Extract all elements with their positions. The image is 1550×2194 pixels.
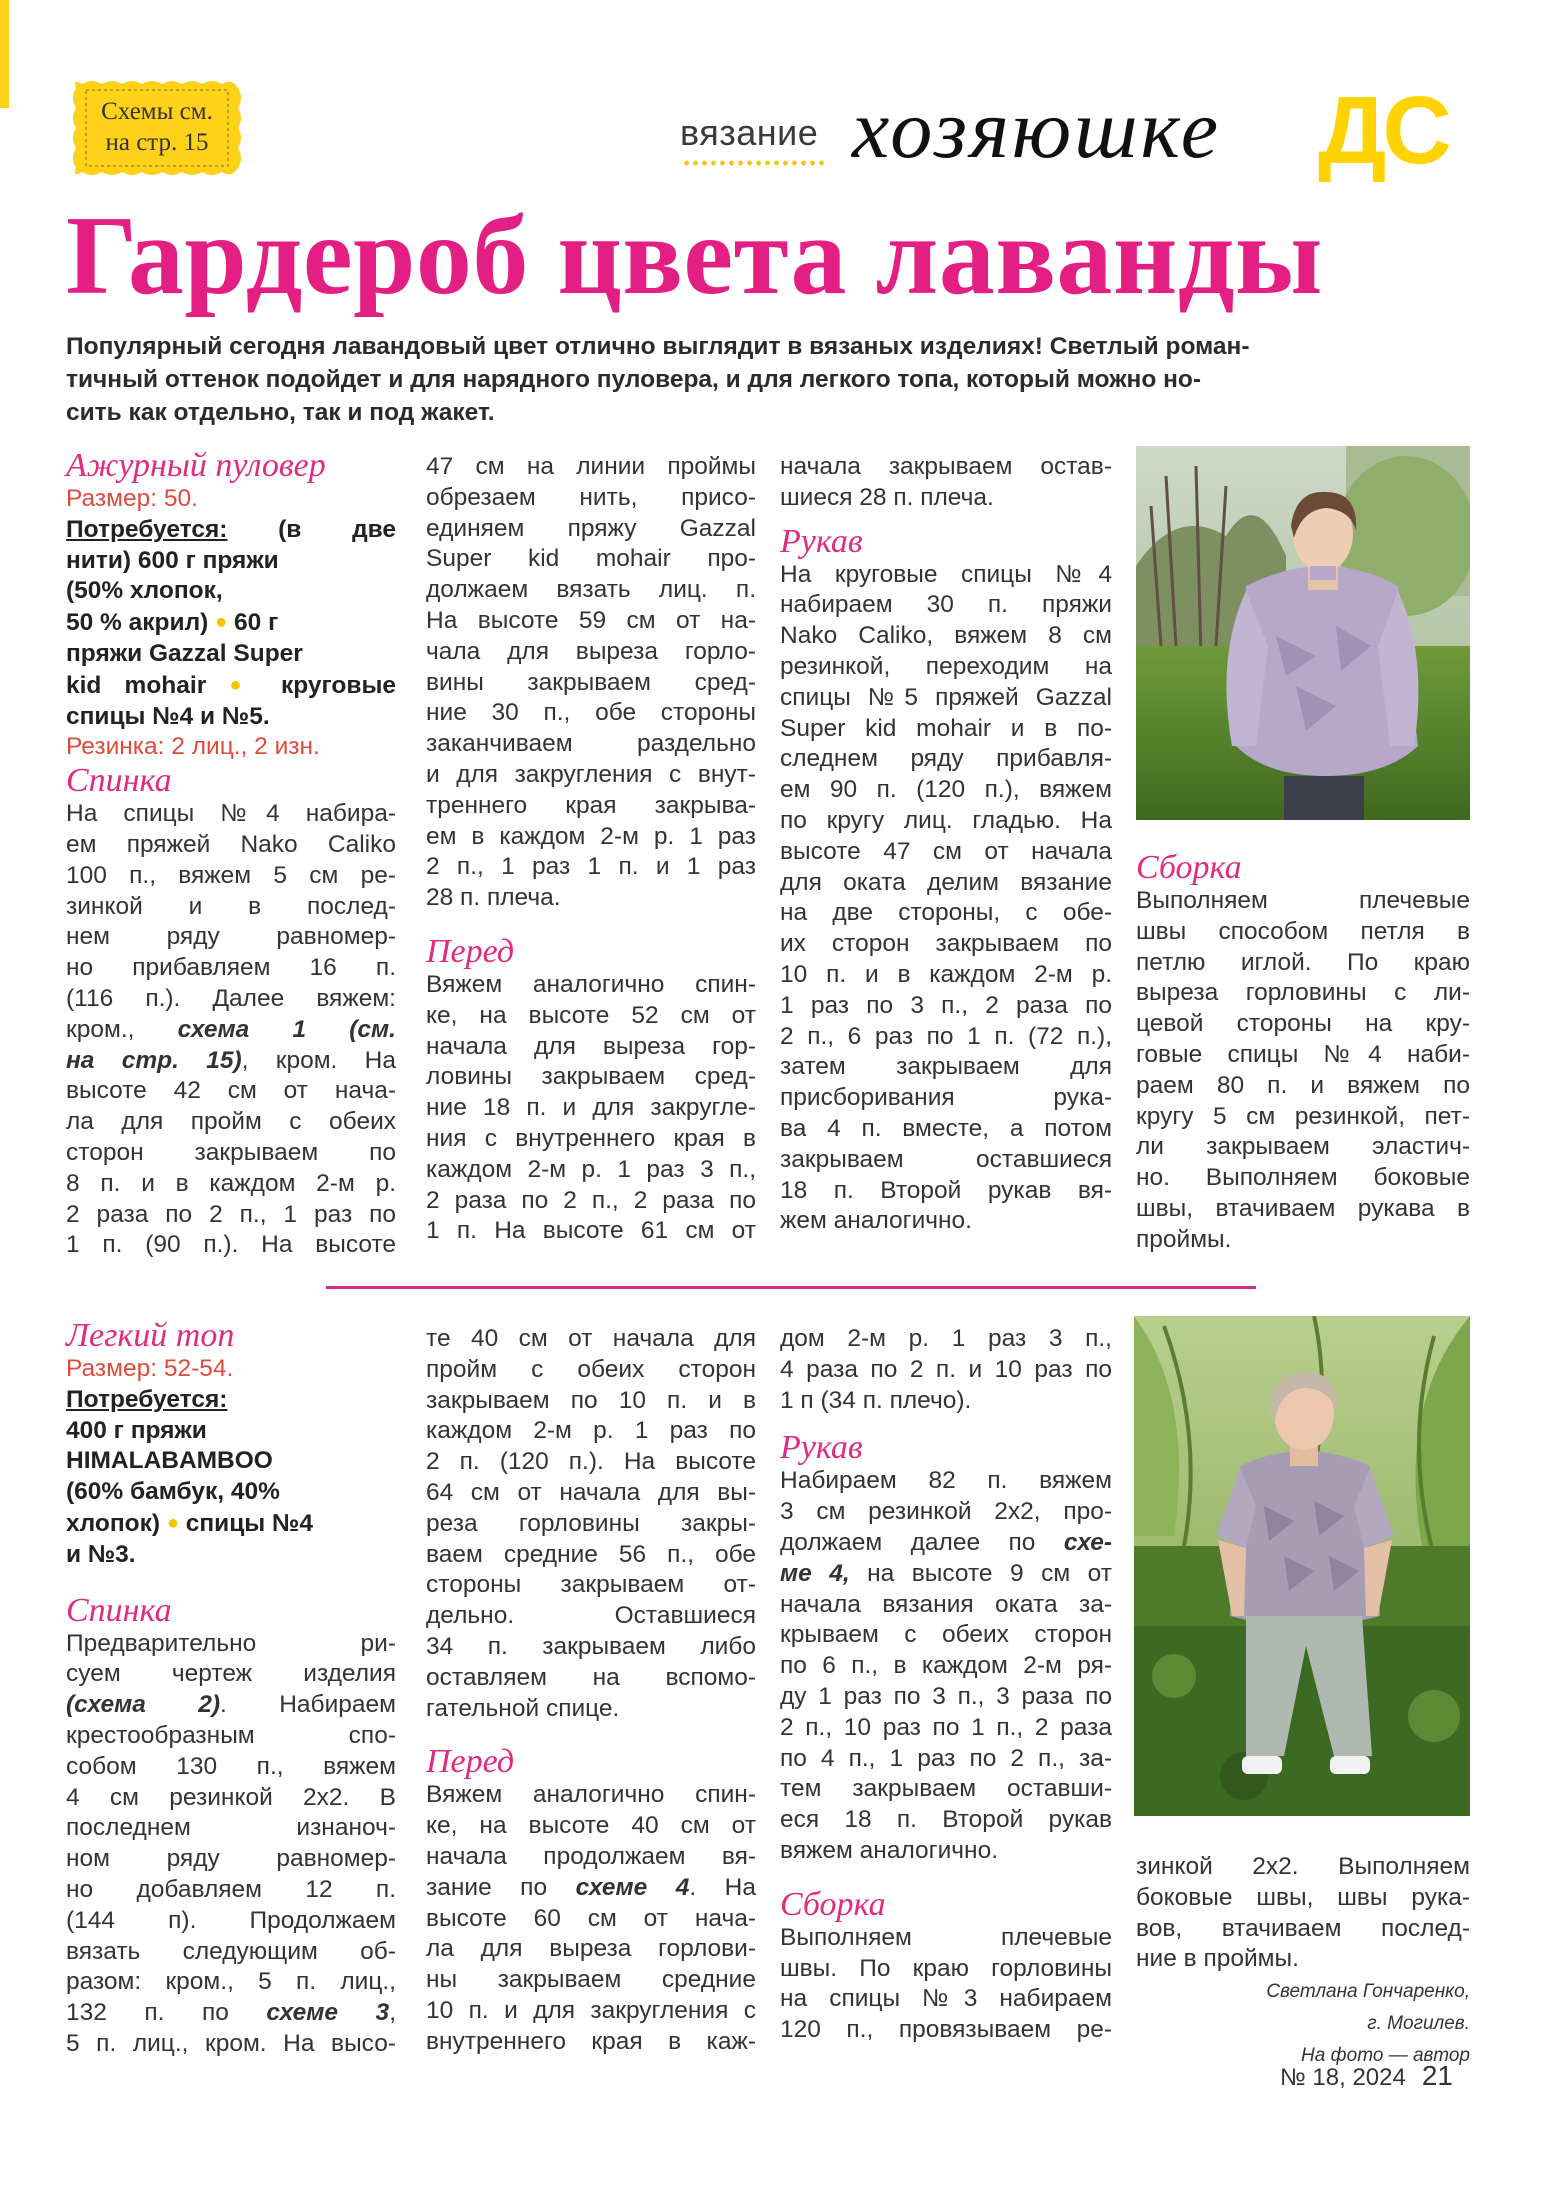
text-line: 2 п. (120 п.). На высоте [426, 1448, 756, 1476]
text-line: ние 30 п., обе стороны [426, 699, 756, 727]
text-line: единяем пряжу Gazzal [426, 514, 756, 542]
issue-number: № 18, 2024 [1280, 2064, 1406, 2091]
text-line: зинкой 2х2. Выполняем [1136, 1853, 1470, 1880]
text-line: дом 2-м р. 1 раз 3 п., [780, 1325, 1112, 1352]
text-line: вов, втачиваем послед- [1136, 1914, 1470, 1942]
text-line: цевой стороны на кру- [1136, 1010, 1470, 1038]
text-line: (116 п.). Далее вяжем: [66, 984, 396, 1012]
req-line: нити) 600 г пряжи [66, 546, 279, 574]
text-line: пройм с обеих сторон [426, 1355, 756, 1383]
article2-heading: Легкий топ [66, 1317, 235, 1354]
text-line: закрываем по 10 п. и в [426, 1386, 756, 1414]
header-dots [682, 160, 824, 166]
text-line: внутреннего края в каж- [426, 2027, 756, 2055]
text-line: ли закрываем эластич- [1136, 1133, 1470, 1161]
text-line: на две стороны, с обе- [780, 899, 1112, 927]
lead-line: Популярный сегодня лавандовый цвет отлично выглядит в вязаных изделиях! Светлый роман- [66, 333, 1250, 360]
text-line: 64 см от начала для вы- [426, 1478, 756, 1506]
text-line: 8 п. и в каждом 2-м р. [66, 1169, 396, 1197]
text-line: ния с внутреннего края в [426, 1124, 756, 1152]
scheme-ref: схеме 3 [266, 1999, 390, 2027]
text-line: затем закрываем для [780, 1053, 1112, 1081]
text-line: 2 п., 10 раз по 1 п., 2 раза [780, 1713, 1112, 1741]
header-section: вязание [680, 112, 819, 153]
text-line: 5 п. лиц., кром. На высо- [66, 2029, 396, 2057]
text-line: ны закрываем средние [426, 1966, 756, 1994]
text-line: начала для выреза гор- [426, 1032, 756, 1060]
req-line: хлопок) [66, 1509, 161, 1537]
article1-column-3 [780, 452, 1112, 1237]
lead-line: тичный оттенок подойдет и для нарядного пуловера, и для легкого топа, который можно но- [66, 366, 1202, 393]
text-line: вяжем аналогично. [780, 1836, 998, 1864]
magazine-name: хозяюшке [852, 83, 1222, 176]
text-line: суем чертеж изделия [66, 1660, 396, 1688]
req-line: 400 г пряжи [66, 1416, 207, 1444]
text-line: тем закрываем оставши- [780, 1775, 1112, 1803]
lead-line: сить как отдельно, так и под жакет. [66, 399, 495, 426]
text-line: 1 п. На высоте 61 см от [426, 1217, 756, 1245]
text-line: каждом 2-м р. 1 раз по [426, 1417, 756, 1445]
text-line: (144 п). Продолжаем [66, 1906, 396, 1934]
text-line: начала продолжаем вя- [426, 1842, 756, 1870]
text-line: зинкой и в послед- [66, 892, 396, 920]
article2-column-1: Легкий топ Размер: 52-54. Потребуется: 400 г пряжи HIMALABAMBOO (60% бамбук, 40% хлопок) ● спицы №4 и №3. Спинка Предварительно ри- суем чертеж изделия (схема 2). Набираем крестообразным спо- собом 130 п., вяжем 4 см резинкой 2х2. В последнем изнаноч- ном ряду равномер- но добавляем 12 п. (144 п). Продолжаем вязать следующим об- разом: кром., 5 п. лиц., 132 п. по схеме 3, 5 п. лиц., кром. На высо- [66, 1318, 396, 2060]
text-line: 1 раз по 3 п., 2 раза по [780, 991, 1112, 1019]
text-line: 28 п. плеча. [426, 884, 561, 912]
req-line: пряжи Gazzal Super [66, 639, 303, 667]
text-line: чала для выреза горло- [426, 637, 756, 665]
text-line: и для закругления с внут- [426, 760, 756, 788]
text-line: 1 п. (90 п.). На высоте [66, 1231, 396, 1259]
text-line: говые спицы №4 наби- [1136, 1040, 1470, 1068]
req-line: kid mohair [66, 671, 207, 699]
text-line: Предварительно ри- [66, 1629, 396, 1657]
text-line: крываем с обеих сторон [780, 1621, 1112, 1649]
article1-size: Размер: 50. [66, 485, 198, 512]
text-line: сторон закрываем по [66, 1138, 396, 1166]
text-line: должаем вязать лиц. п. [426, 576, 756, 604]
article1-column-2 [426, 452, 756, 1247]
brand-logo: ДС [1318, 77, 1448, 184]
text-line: вязать следующим об- [66, 1937, 396, 1965]
text-line: ние в проймы. [1136, 1945, 1299, 1973]
text-line: Вяжем аналогично спин- [426, 1781, 756, 1809]
text-line: каждом 2-м р. 1 раз 3 п., [426, 1155, 756, 1183]
text-line: ем в каждом 2-м р. 1 раз [426, 822, 756, 850]
text-line: ние 18 п. и для закругле- [426, 1094, 756, 1122]
edge-stripe [0, 0, 9, 108]
article2-back-heading: Спинка [66, 1591, 172, 1629]
article1-front-heading: Перед [426, 932, 515, 970]
text-line: ла для пройм с обеих [66, 1108, 396, 1136]
text-line: раем 80 п. и вяжем по [1136, 1071, 1470, 1099]
article2-column-4 [1136, 1852, 1470, 1975]
text-line: гательной спице. [426, 1694, 620, 1722]
text-line: ном ряду равномер- [66, 1845, 396, 1873]
text-line: ем 90 п. (120 п.), вяжем [780, 776, 1112, 804]
text-line: 3 см резинкой 2х2, про- [780, 1498, 1112, 1526]
text-line: по 6 п., в каждом 2-м ря- [780, 1652, 1112, 1680]
text-line: присборивания рука- [780, 1084, 1112, 1112]
article1-sleeve-heading: Рукав [780, 522, 863, 560]
article1-rib: Резинка: 2 лиц., 2 изн. [66, 733, 320, 761]
lead-paragraph [66, 330, 1470, 429]
page-footer [1280, 2060, 1453, 2092]
text-line: На круговые спицы №4 [780, 560, 1112, 588]
text-line: ем пряжей Nako Caliko [66, 830, 396, 858]
text-line: но добавляем 12 п. [66, 1875, 396, 1903]
badge-line-1: Схемы см. [101, 98, 213, 125]
text-line: начала вязания оката за- [780, 1590, 1112, 1618]
text-line: еся 18 п. Второй рукав [780, 1806, 1112, 1834]
text-line: стороны закрываем от- [426, 1571, 756, 1599]
text-line: для оката делим вязание [780, 868, 1112, 896]
text-line: но прибавляем 16 п. [66, 954, 396, 982]
text-line: высоте 42 см от нача- [66, 1077, 396, 1105]
text-line: Nako Caliko, вяжем 8 см [780, 622, 1112, 650]
text-line: следнем ряду прибавля- [780, 745, 1112, 773]
text-line: ке, на высоте 40 см от [426, 1812, 756, 1840]
article1-column-4 [1136, 850, 1470, 1256]
scheme-ref: (схема 2) [66, 1691, 221, 1719]
text-line: Выполняем плечевые [780, 1923, 1112, 1951]
req-label: Потребуется: [66, 1385, 228, 1413]
text-line: жем аналогично. [780, 1207, 972, 1235]
article1-assembly-heading: Сборка [1136, 849, 1242, 886]
author-city: г. Могилев. [1367, 2013, 1470, 2034]
req-line: 50 % акрил) [66, 609, 209, 637]
article2-size: Размер: 52-54. [66, 1355, 234, 1382]
text-line: 2 раза по 2 п., 1 раз по [66, 1200, 396, 1228]
text-line: швы способом петля в [1136, 917, 1470, 945]
text-line: выреза горловины с ли- [1136, 979, 1470, 1007]
text-line: 2 раза по 2 п., 2 раза по [426, 1186, 756, 1214]
text-line: 10 п. и для закругления с [426, 1996, 756, 2024]
text-line: вины закрываем сред- [426, 668, 756, 696]
text-line: 10 п. и в каждом 2-м р. [780, 960, 1112, 988]
text-line: разом: кром., 5 п. лиц., [66, 1968, 396, 1996]
text-line: начала закрываем остав- [780, 453, 1112, 480]
page-number: 21 [1421, 2060, 1453, 2091]
text-line: проймы. [1136, 1225, 1232, 1253]
text-line: на спицы №3 набираем [780, 1985, 1112, 2013]
text-line: их сторон закрываем по [780, 930, 1112, 958]
text-line: собом 130 п., вяжем [66, 1752, 396, 1780]
article1-heading: Ажурный пуловер [66, 447, 326, 484]
text-line: набираем 30 п. пряжи [780, 591, 1112, 619]
text-line: швы. По краю горловины [780, 1954, 1112, 1982]
article2-front-heading: Перед [426, 1743, 515, 1781]
req-line: и №3. [66, 1540, 136, 1568]
photo-pullover [1136, 446, 1470, 820]
page-title: Гардероб цвета лаванды [66, 194, 1323, 318]
text-line: Выполняем плечевые [1136, 887, 1470, 914]
text-line: боковые швы, швы рука- [1136, 1883, 1470, 1911]
text-line: высоте 60 см от нача- [426, 1904, 756, 1932]
section-divider [326, 1286, 1256, 1289]
scheme-ref: схема 1 (см. [177, 1015, 396, 1043]
text-line: Вяжем аналогично спин- [426, 970, 756, 998]
article2-column-3: дом 2-м р. 1 раз 3 п., 4 раза по 2 п. и 10 раз по 1 п (34 п. плечо). Рукав Набираем 82 п. вяжем 3 см резинкой 2х2, про- должаем далее по схе- ме 4, на высоте 9 см от начала вязания оката за- крываем с обеих сторон по 6 п., в каждом 2-м ря- ду 1 раз по 3 п., 3 раза по 2 п., 10 раз по 1 п., 2 раза по 4 п., 1 раз по 2 п., за- тем закрываем оставши- еся 18 п. Второй рукав вяжем аналогично. Сборка Выполняем плечевые швы. По краю горловины на спицы №3 набираем 120 п., провязываем ре- [780, 1324, 1112, 2046]
text-line: реза горловины закры- [426, 1509, 756, 1537]
text-line: по 4 п., 1 раз по 2 п., за- [780, 1744, 1112, 1772]
article2-requirements: Потребуется: 400 г пряжи HIMALABAMBOO (60% бамбук, 40% хлопок) ● спицы №4 и №3. [66, 1385, 396, 1571]
article1-back-heading: Спинка [66, 762, 172, 800]
article2-column-2: те 40 см от начала для пройм с обеих сторон закрываем по 10 п. и в каждом 2-м р. 1 раз по 2 п. (120 п.). На высоте 64 см от начала для вы- реза горловины закры- ваем средние 56 п., обе стороны закрываем от- дельно. Оставшиеся 34 п. закрываем либо оставляем на вспомо- гательной спице. Перед Вяжем аналогично спин- ке, на высоте 40 см от начала продолжаем вя- зание по схеме 4. На высоте 60 см от нача- ла для выреза горлови- ны закрываем средние 10 п. и для закругления с внутреннего края в каж- [426, 1324, 756, 2058]
article2-assembly-heading: Сборка [780, 1885, 886, 1923]
text-line: шиеся 28 п. плеча. [780, 483, 994, 511]
badge-line-2: на стр. 15 [105, 129, 209, 156]
text-line: 120 п., провязываем ре- [780, 2016, 1112, 2044]
text-line: 34 п. закрываем либо [426, 1632, 756, 1660]
article2-sleeve-heading: Рукав [780, 1429, 863, 1467]
top-photo-illustration [1134, 1316, 1470, 1816]
text-line: 47 см на линии проймы [426, 453, 756, 480]
text-line: оставляем на вспомо- [426, 1663, 756, 1691]
photo-top [1134, 1316, 1470, 1816]
text-line: швы, втачиваем рукава в [1136, 1194, 1470, 1222]
scheme-ref: ме 4, [780, 1559, 850, 1587]
text-line: закрываем оставшиеся [780, 1145, 1112, 1173]
text-line: 4 раза по 2 п. и 10 раз по [780, 1355, 1112, 1383]
text-line: ке, на высоте 52 см от [426, 1001, 756, 1029]
text-line: ловины закрываем сред- [426, 1063, 756, 1091]
schemes-badge [72, 80, 242, 176]
text-line: ду 1 раз по 3 п., 3 раза по [780, 1682, 1112, 1710]
text-line: 2 п., 6 раз по 1 п. (72 п.), [780, 1022, 1112, 1050]
req-line: HIMALABAMBOO [66, 1447, 273, 1475]
text-line: На высоте 59 см от на- [426, 606, 756, 634]
scheme-ref: схе- [1063, 1528, 1112, 1556]
scheme-ref: схеме 4 [575, 1873, 690, 1901]
author-name: Светлана Гончаренко, [1266, 1981, 1470, 2002]
text-line: Набираем 82 п. вяжем [780, 1467, 1112, 1495]
text-line: ваем средние 56 п., обе [426, 1540, 756, 1568]
text-line: обрезаем нить, присо- [426, 483, 756, 511]
req-label: Потребуется: [66, 515, 228, 543]
text-line: но. Выполняем боковые [1136, 1164, 1470, 1192]
text-line: кругу 5 см резинкой, пет- [1136, 1102, 1470, 1130]
text-line: петлю иглой. По краю [1136, 948, 1470, 976]
text-line: нем ряду равномер- [66, 923, 396, 951]
text-line: дельно. Оставшиеся [426, 1602, 756, 1630]
text-line: Super kid mohair и в по- [780, 714, 1112, 742]
text-line: заканчиваем раздельно [426, 730, 756, 758]
text-line: 1 п (34 п. плечо). [780, 1386, 972, 1414]
req-line: спицы №4 и №5. [66, 702, 270, 730]
text-line: по кругу лиц. гладью. На [780, 806, 1112, 834]
text-line: те 40 см от начала для [426, 1325, 756, 1352]
article1-column-1: Ажурный пуловер Размер: 50. Потребуется: (в две нити) 600 г пряжи (50% хлопок, 50 % акрил) ● 60 г пряжи Gazzal Super kid mohair ● круговые спицы №4 и №5. Резинка: 2 лиц., 2 изн. Спинка На спицы №4 набира- ем пряжей Nako Caliko 100 п., вяжем 5 см ре- зинкой и в послед- нем ряду равномер- но прибавляем 16 п. (116 п.). Далее вяжем: кром., схема 1 (см. на стр. 15), кром. На высоте 42 см от нача- ла для пройм с обеих сторон закрываем по 8 п. и в каждом 2-м р. 2 раза по 2 п., 1 раз по 1 п. (90 п.). На высоте [66, 448, 396, 1261]
scheme-ref: на стр. 15) [66, 1046, 242, 1074]
text-line: ва 4 п. вместе, а потом [780, 1114, 1112, 1142]
article1-requirements: Потребуется: (в две нити) 600 г пряжи (50% хлопок, 50 % акрил) ● 60 г пряжи Gazzal Super kid mohair ● круговые спицы №4 и №5. [66, 515, 396, 733]
photo-credit: На фото — автор [1301, 2045, 1470, 2066]
text-line: 2 п., 1 раз 1 п. и 1 раз [426, 853, 756, 881]
text-line: Super kid mohair про- [426, 545, 756, 573]
text-line: 100 п., вяжем 5 см ре- [66, 861, 396, 889]
text-line: треннего края закрыва- [426, 791, 756, 819]
text-line: спицы №5 пряжей Gazzal [780, 683, 1112, 711]
text-line: 18 п. Второй рукав вя- [780, 1176, 1112, 1204]
text-line: последнем изнаноч- [66, 1814, 396, 1842]
pullover-photo-illustration [1136, 446, 1470, 820]
text-line: На спицы №4 набира- [66, 800, 396, 828]
req-line: (50% хлопок, [66, 577, 223, 605]
text-line: крестообразным спо- [66, 1721, 396, 1749]
text-line: ла для выреза горлови- [426, 1935, 756, 1963]
req-line: (60% бамбук, 40% [66, 1478, 280, 1506]
text-line: резинкой, переходим на [780, 652, 1112, 680]
text-line: высоте 47 см от начала [780, 837, 1112, 865]
text-line: 4 см резинкой 2х2. В [66, 1783, 396, 1811]
